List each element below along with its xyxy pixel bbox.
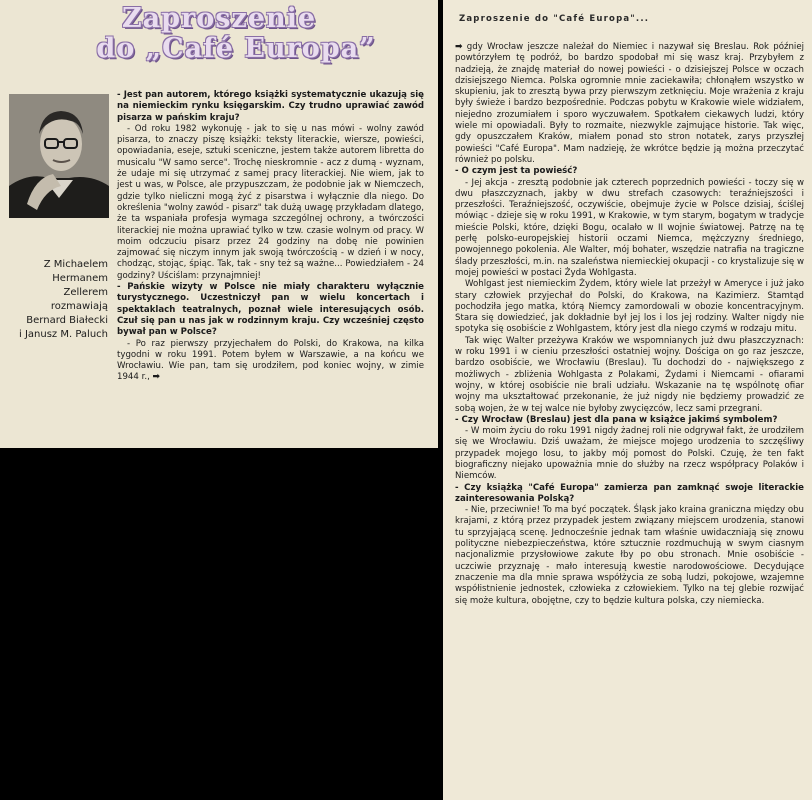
author-photo [9,94,109,218]
interview-question: - Czy Wrocław (Breslau) jest dla pana w książce jakimś symbolem? [455,414,778,425]
left-column-text [117,90,424,384]
paragraph-text: gdy Wrocław jeszcze należał do Niemiec i nazywał się Breslau. Rok później powtórzyłem tę podróż, bo bardzo spodobał mi się wasz kraj. Przybyłem z nadzieją, że znajdę materiał do nowej powieści - o dzisiejszej Polsce w oczach dzisiejszego Niemca. Polska ogromnie mnie zaciekawiła; chłonąłem wszystko w skupieniu, jak to zresztą bywa przy pierwszym zetknięciu. Moje wrażenia z kraju były świeże i bardzo bezpośrednie. Podczas pobytu w Krakowie wiele widziałem, niejedno zrozumiałem i sporo wyczuwałem. Spotkałem ciekawych ludzi, który wiele mi opowiadali. Były to rozmaite, niezwykle zajmujące historie. Tak więc, gdy opuszczałem Kraków, miałem ponad sto stron notatek, zarys przyszłej powieści "Café Europa". Mam nadzieję, że wkrótce będzie ją można przeczytać również po polsku. [455,42,804,165]
right-page [443,0,812,800]
caption-line: rozmawiają [50,301,108,312]
interview-question: - Czy książką "Café Europa" zamierza pan zamknąć swoje literackie zainteresowania Polską? [455,482,804,504]
interview-question: - Jest pan autorem, którego książki systematycznie ukazują się na niemieckim rynku księgarskim. Czy trudno uprawiać zawód pisarza w pańskim kraju? [117,90,424,123]
interview-answer: - Nie, przeciwnie! To ma być początek. Śląsk jako kraina graniczna między obu krajami, z którą przez przypadek jestem związany miejscem urodzenia, stanowi tu sprzyjającą scenę. Jednocześnie jednak tam właśnie uwidaczniają się znowu polityczne niebezpieczeństwa, które sztucznie rozdmuchują w swym ciasnym nacjonalizmie przysłowiowe zakute łby po obu stronach. Mnie osobiście - uczciwie przyznaję - mało interesują kwestie narodowościowe. Decydujące znaczenie ma dla mnie sprawa współżycia ze sobą ludzi, pokojowe, wzajemne współistnienie jednostek, człowieka z człowiekiem. Tylko na tej glebie rozwijać się może kultura, obojętne, czy to będzie kultura polska, czy niemiecka. [455,505,804,606]
caption-line: Zellerem [63,287,108,298]
interview-answer [117,339,424,384]
photo-caption [8,258,108,342]
interview-answer: - W moim życiu do roku 1991 nigdy żadnej roli nie odgrywał fakt, że urodziłem się we Wrocławiu. Dziś uważam, że miejsce mojego urodzenia to szczęśliwy przypadek mojego losu, to jakby mój pomost do Polski. Czuję, że ten fakt biograficzny niejako upoważnia mnie do służby na rzecz współpracy Polaków i Niemców. [455,426,804,482]
continue-arrow-icon: ➡ [455,42,463,52]
caption-line: i Janusz M. Paluch [19,329,108,340]
answer-text: - Po raz pierwszy przyjechałem do Polski, do Krakowa, na kilka tygodni w roku 1991. Potem byłem w Warszawie, a na końcu we Wrocławiu. Wie pan, tam się urodziłem, pod koniec wojny, w zimie 1944 r., [117,338,424,383]
continue-arrow-icon: ➡ [152,372,161,383]
left-page [0,0,438,448]
portrait-illustration [9,94,109,218]
interview-answer: Wohlgast jest niemieckim Żydem, który wiele lat przeżył w Ameryce i już jako stary człowiek przyjechał do Polski, do Krakowa, na Kazimierz. Stamtąd pochodziła jego matka, którą Niemcy zamordowali w obozie koncentracyjnym. Stara się dowiedzieć, jak dokładnie był jej los i los jej rodziny. Walter nigdy nie spotyka się osobiście z Wohlgastem, który jest dla niego czymś w rodzaju mitu. [455,279,804,335]
interview-question: - Pańskie wizyty w Polsce nie miały charakteru wyłącznie turystycznego. Uczestniczył pan w wielu koncertach i spektaklach teatralnych, poznał wiele interesujących osób. Czuł się pan u nas jak w rodzinnym kraju. Czy wcześniej często bywał pan w Polsce? [117,282,424,338]
right-column-text [455,42,804,607]
caption-line: Hermanem [52,273,108,284]
interview-answer: - Jej akcja - zresztą podobnie jak czterech poprzednich powieści - toczy się w dwu płaszczyznach, jakby w dwu strefach czasowych: teraźniejszości i przeszłości. Teraźniejszość, oczywiście, obejmuje życie w Polsce dzisiaj, ściślej mówiąc - dzieje się w roku 1991, w Krakowie, w tym starym, bogatym w tradycje mieście Polski, które, dzięki Bogu, ocalało w II wojnie światowej. Patrzę na tę perłę polsko-europejskiej historii oczami Niemca, mężczyzny średniego, powojennego pokolenia. Ale Walter, mój bohater, wszędzie natrafia na tragiczne ślady przeszłości, m.in. na szaleństwa niemieckiej okupacji - co krystalizuje się w mojej powieści w postaci Żyda Wohlgasta. [455,177,804,278]
interview-question: - O czym jest ta powieść? [455,166,578,177]
interview-answer: - Od roku 1982 wykonuję - jak to się u nas mówi - wolny zawód pisarza, to znaczy piszę książki: teksty literackie, wiersze, powieści, opowiadania, eseje, sztuki sceniczne, jestem także autorem libretta do musicalu "W samo serce". Trochę nieskromnie - acz z dumą - wyznam, że udaje mi się utrzymać z samej pracy literackiej. Nie wiem, jak to jest u was, w Polsce, ale przypuszczam, że podobnie jak w Niemczech, gdzie tylko nieliczni mogą żyć z pisarstwa i wyłącznie dla niego. Do określenia "wolny zawód - pisarz" tak dużą uwagę przykładam dlatego, że ta wspaniała profesja wymaga szczególnej ochrony, a twórczości literackiej nie można uprawiać tylko w tzw. czasie wolnym od pracy. W moim odczuciu pisarz przez 24 godziny na dobę nie powinien zajmować się niczym innym jak swoją twórczością - w dzień i w nocy, chodząc, stojąc, śpiąc. Tak, tak - sny też są ważne... Powiedziałem - 24 godziny? Uściślam: przynajmniej! [117,123,424,281]
title-line-1: Zaproszenie [121,3,317,34]
caption-line: Bernard Białecki [26,315,108,326]
interview-answer: Tak więc Walter przeżywa Kraków we wspomnianych już dwu płaszczyznach: w roku 1991 i w cieniu przeszłości ostatniej wojny. Dościga on go raz jeszcze, bardzo osobiście, we Wrocławiu (Breslau). Tu dochodzi do - największego z możliwych - zbliżenia Wohlgasta z Polakami, Żydami i Niemcami - ofiarami wojny, w której osobiście nie brali udziału. Wskazanie na tę wspólnotę ofiar wojny ma ukształtować przekonanie, że już nigdy nie będziemy prowadzić ze sobą wojen, że w tej walce nie byłoby zwycięzców, lecz sami przegrani. [455,335,804,414]
continued-paragraph [455,42,804,166]
article-title [8,4,430,64]
running-head: Zaproszenie do "Café Europa"... [459,14,650,24]
caption-line: Z Michaelem [43,259,108,270]
title-line-2: do „Café Europa” [96,33,376,64]
